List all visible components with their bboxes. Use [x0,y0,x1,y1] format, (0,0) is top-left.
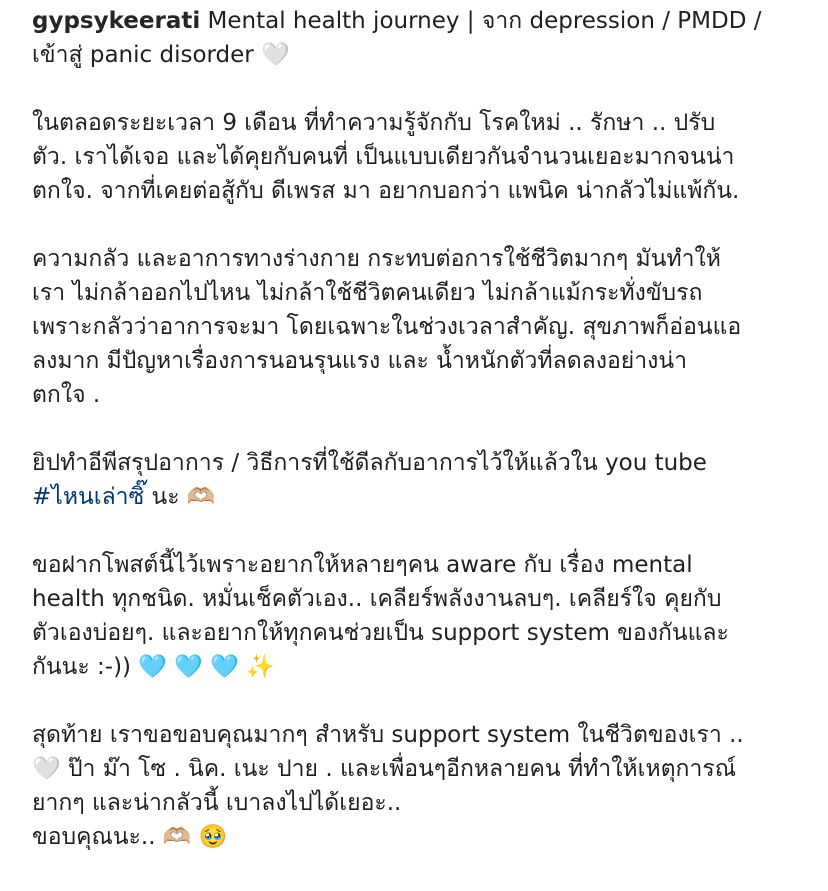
text-line: สุดท้าย เราขอขอบคุณมากๆ สำหรับ support system ในชีวิตของเรา .. [32,722,744,748]
white-heart-icon: 🤍 [261,42,290,68]
text-line: ลงมาก มีปัญหาเรื่องการนอนรุนแรง และ น้ำหนักตัวที่ลดลงอย่างน่า [32,348,688,374]
text-line: ขอฝากโพสต์นี้ไว้เพราะอยากให้หลายๆคน aware กับ เรื่อง mental [32,552,693,578]
text-line: ตัว. เราได้เจอ และได้คุยกับคนที่ เป็นแบบเดียวกันจำนวนเยอะมากจนน่า [32,144,735,170]
paragraph-4 [32,548,800,684]
white-heart-icon: 🤍 [32,756,61,782]
closing-text: ขอบคุณนะ.. [32,824,156,850]
blue-hearts-sparkles-icon: 🩵 🩵 🩵 ✨ [131,654,275,680]
caption-header [32,4,800,72]
paragraph-1 [32,106,800,208]
text-line: ในตลอดระยะเวลา 9 เดือน ที่ทำความรู้จักกับ โรคใหม่ .. รักษา .. ปรับ [32,110,716,136]
text-line: ยากๆ และน่ากลัวนี้ เบาลงไปได้เยอะ.. [32,790,402,816]
hashtag-link[interactable]: #ไหนเล่าซิ๊ [32,484,145,510]
username-link[interactable]: gypsykeerati [32,8,201,34]
text-line: ป๊า ม๊า โซ . นิค. เนะ ปาย . และเพื่อนๆอีกหลายคน ที่ทำให้เหตุการณ์ [60,756,737,782]
text-line: ความกลัว และอาการทางร่างกาย กระทบต่อการใช้ชีวิตมากๆ มันทำให้ [32,246,721,272]
text-line: ยิปทำอีพีสรุปอาการ / วิธีการที่ใช้ดีลกับอาการไว้ให้แล้วใน you tube [32,450,707,476]
clipped-header-icons [34,0,94,6]
text-line: กันนะ :-)) [32,654,132,680]
post-caption-view [0,4,828,891]
text-line: health ทุกชนิด. หมั่นเช็คตัวเอง.. เคลียร์พลังงานลบๆ. เคลียร์ใจ คุยกับ [32,586,722,612]
paragraph-3 [32,446,800,514]
heart-hands-pleading-face-icon: 🫶🏼 🥹 [155,824,228,850]
text-line: เพราะกลัวว่าอาการจะมา โดยเฉพาะในช่วงเวลาสำคัญ. สุขภาพก็อ่อนแอ [32,314,742,340]
paragraph-5 [32,718,800,854]
text-line: ตกใจ. จากที่เคยต่อสู้กับ ดีเพรส มา อยากบอกว่า แพนิค น่ากลัวไม่แพ้กัน. [32,178,740,204]
heart-hands-icon: 🫶🏼 [186,484,216,510]
paragraph-2 [32,242,800,412]
caption-title: Mental health journey | จาก depression / PMDD / เข้าสู่ panic disorder [32,8,762,68]
text-line: เรา ไม่กล้าออกไปไหน ไม่กล้าใช้ชีวิตคนเดียว ไม่กล้าแม้กระทั่งขับรถ [32,280,703,306]
text-line: ตัวเองบ่อยๆ. และอยากให้ทุกคนช่วยเป็น support system ของกันและ [32,620,729,646]
text-line: ตกใจ . [32,382,101,408]
text-fragment: นะ [144,484,187,510]
